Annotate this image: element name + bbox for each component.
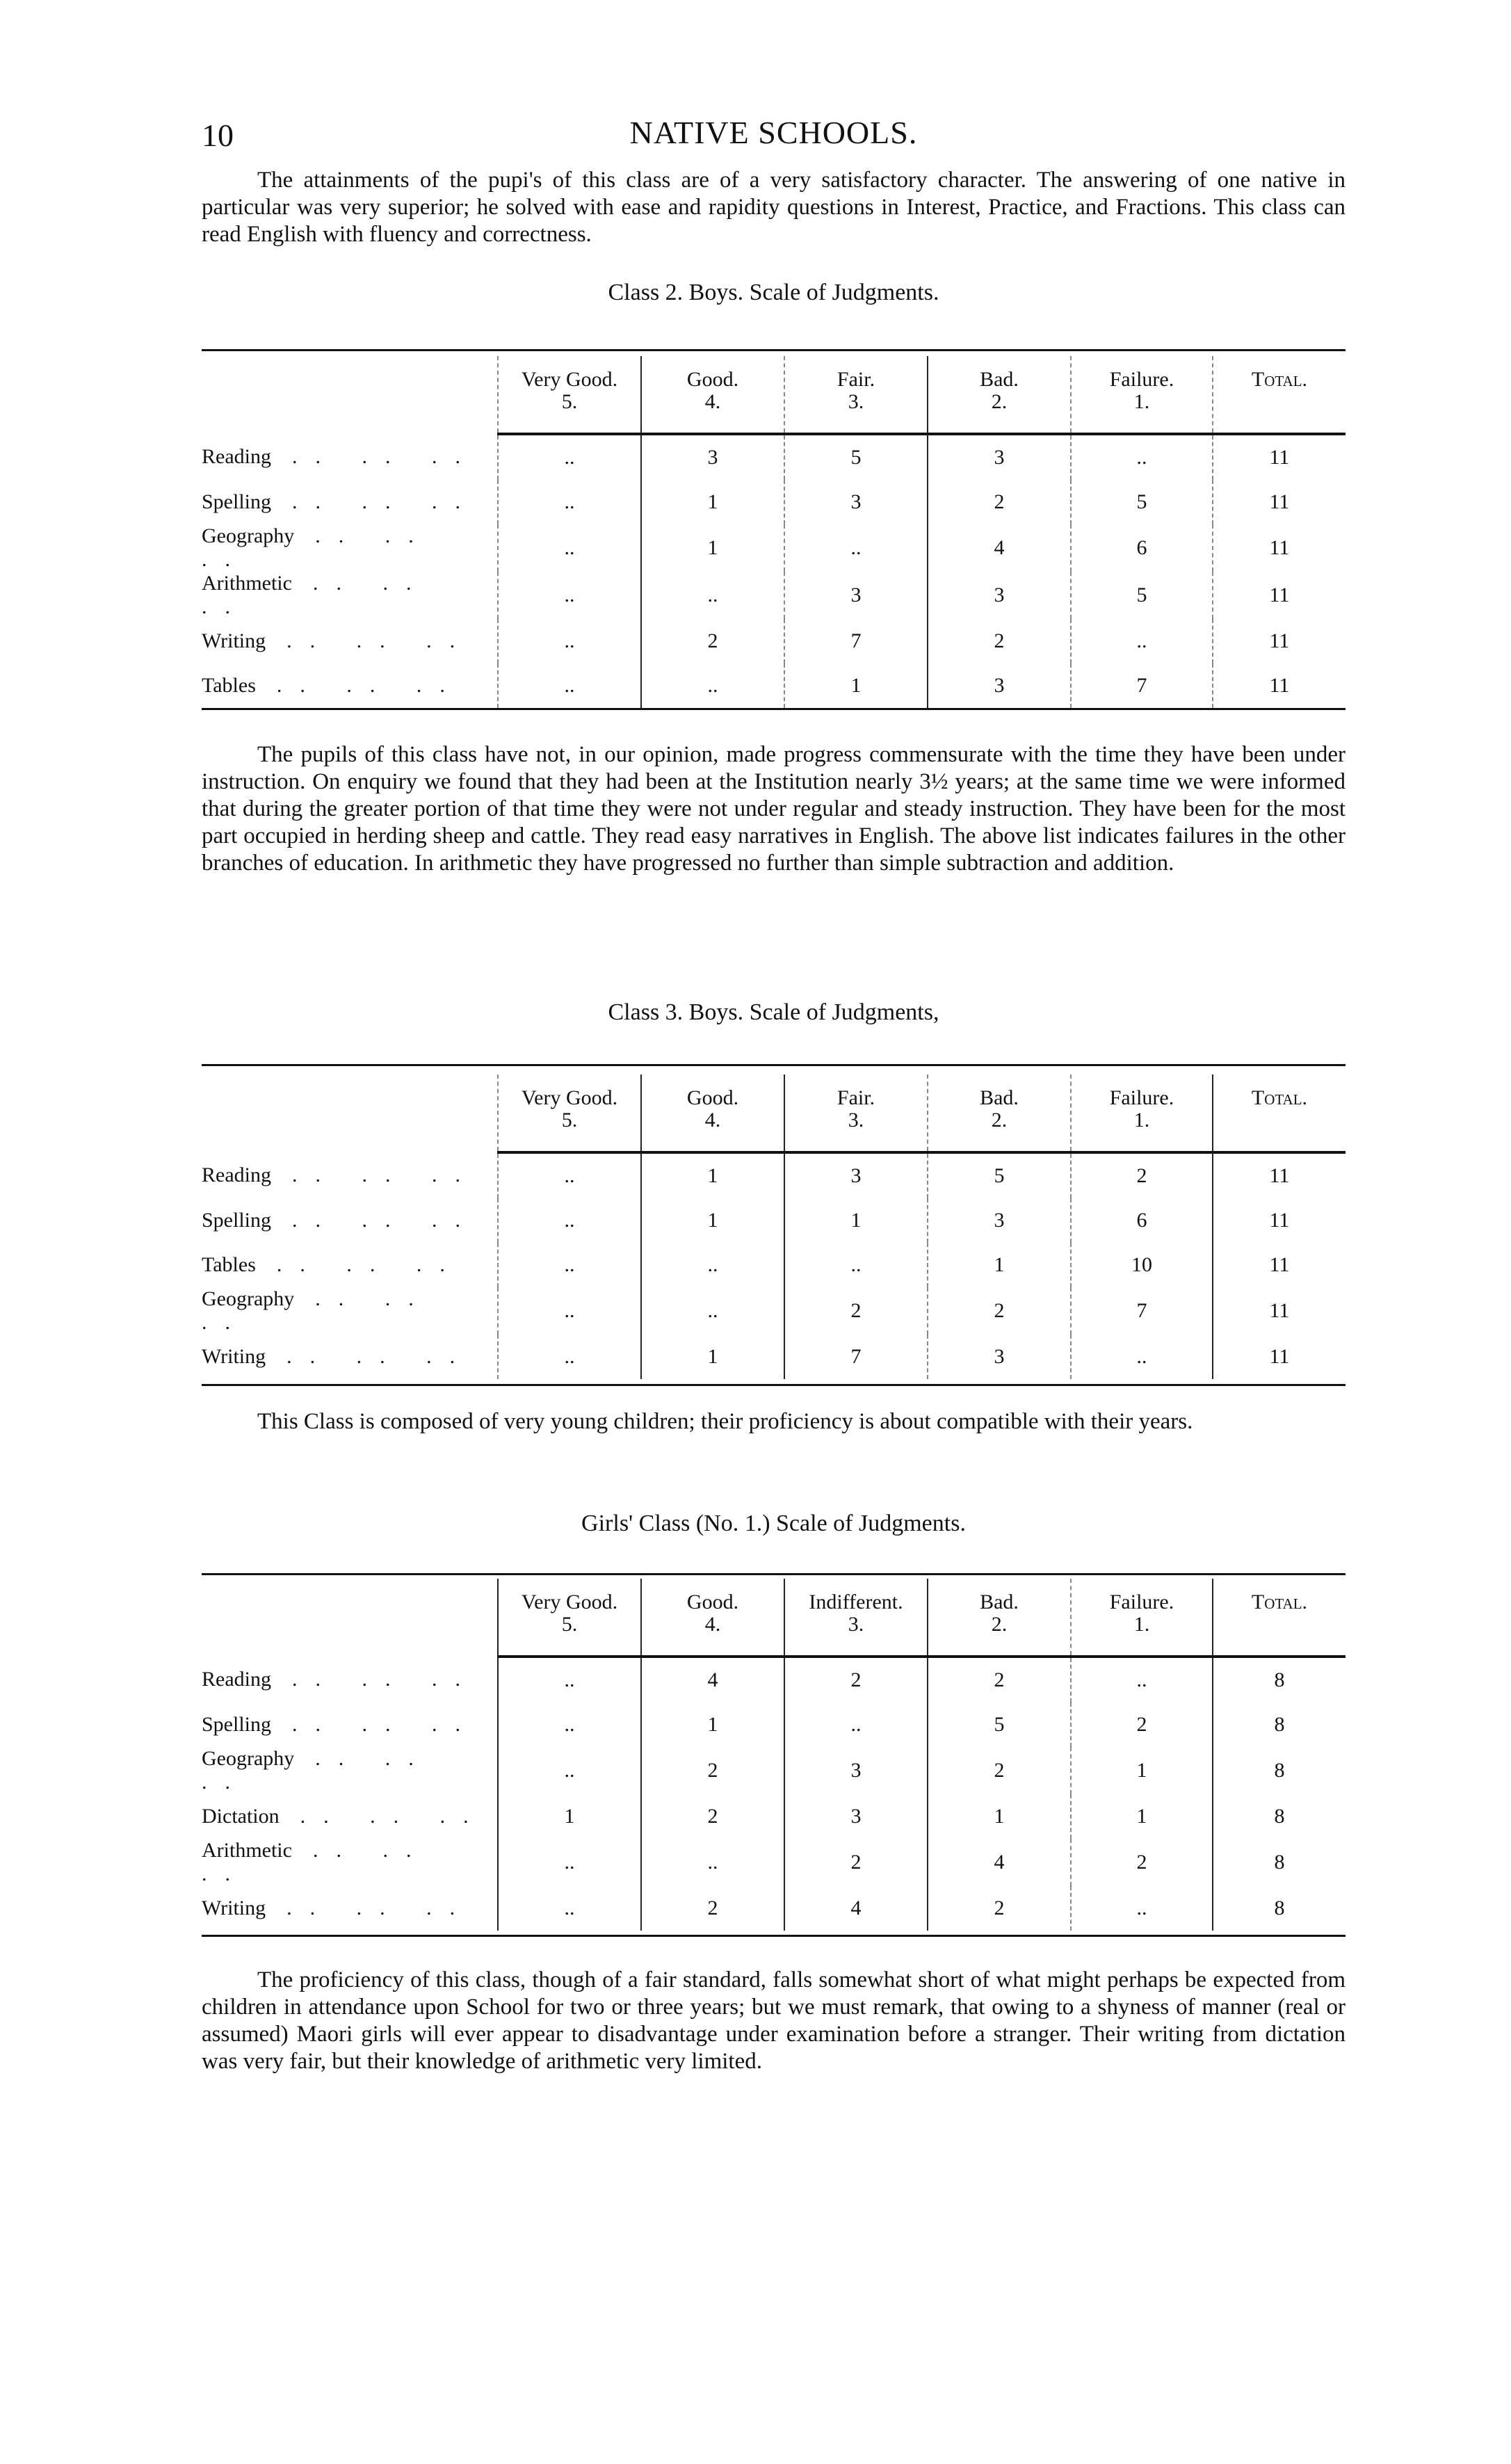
column-header xyxy=(784,1579,928,1657)
column-label: Indifferent. xyxy=(809,1591,903,1613)
cell: 2 xyxy=(928,1657,1071,1702)
cell: 2 xyxy=(928,1886,1071,1931)
cell: 7 xyxy=(1071,1287,1213,1335)
cell: 5 xyxy=(1071,480,1213,524)
leader-dots: .. .. .. xyxy=(202,1747,432,1794)
column-label: Failure. xyxy=(1109,368,1174,391)
cell: 2 xyxy=(641,619,784,663)
row-subject: Reading xyxy=(202,445,271,468)
column-label: Total. xyxy=(1251,368,1308,391)
column-header xyxy=(928,1074,1071,1152)
cell: 2 xyxy=(1071,1702,1213,1747)
column-score: 1. xyxy=(1133,1613,1150,1636)
cell: 6 xyxy=(1071,1198,1213,1243)
leader-dots: .. .. .. xyxy=(276,1253,463,1276)
leader-dots: .. .. .. xyxy=(202,1839,430,1885)
leader-dots: .. .. .. xyxy=(202,524,432,571)
cell-total: 11 xyxy=(1213,663,1346,708)
cell: .. xyxy=(784,1702,928,1747)
column-score: 4. xyxy=(704,1109,721,1132)
column-label: Good. xyxy=(686,368,739,391)
table-header-row xyxy=(202,1579,1346,1657)
cell: .. xyxy=(1071,619,1213,663)
cell: .. xyxy=(498,1287,641,1335)
girls-class-comment: The proficiency of this class, though of a fair standard, falls somewhat short of what might perhaps be expected from children in attendance upon School for two or three years; but we must remark, that owing to a shyness of manner (real or assumed) Maori girls will ever appear to disadvantage under examination before a stranger. Their writing from dictation was very fair, but their knowledge of arithmetic very limited. xyxy=(202,1967,1346,2074)
column-label: Fair. xyxy=(837,368,875,391)
table-row xyxy=(202,480,1346,524)
judgments-table-girls-class xyxy=(202,1579,1346,1931)
column-score: 2. xyxy=(991,1109,1008,1132)
column-label: Bad. xyxy=(980,368,1019,391)
column-score: 5. xyxy=(561,390,578,413)
class-3-comment: This Class is composed of very young children; their proficiency is about compatible with their years. xyxy=(257,1409,1193,1434)
cell-total: 11 xyxy=(1213,1287,1346,1335)
cell: 3 xyxy=(784,480,928,524)
cell: .. xyxy=(784,1243,928,1287)
table-rule-top xyxy=(202,1064,1346,1066)
table-row xyxy=(202,1287,1346,1335)
cell: 3 xyxy=(928,434,1071,480)
row-subject: Geography xyxy=(202,1287,295,1310)
cell: 3 xyxy=(784,572,928,619)
column-score: 5. xyxy=(561,1613,578,1636)
cell: .. xyxy=(641,572,784,619)
column-label: Good. xyxy=(686,1591,739,1613)
cell: 1 xyxy=(1071,1747,1213,1794)
cell: 2 xyxy=(784,1287,928,1335)
cell: .. xyxy=(1071,434,1213,480)
row-subject: Dictation xyxy=(202,1805,280,1828)
cell: 4 xyxy=(784,1886,928,1931)
cell: .. xyxy=(498,663,641,708)
cell: 1 xyxy=(928,1794,1071,1839)
running-title: NATIVE SCHOOLS. xyxy=(629,115,918,150)
column-score: 1. xyxy=(1133,1109,1150,1132)
cell: 3 xyxy=(928,1198,1071,1243)
cell: .. xyxy=(1071,1657,1213,1702)
column-header xyxy=(498,356,641,434)
column-header-total xyxy=(1213,1579,1346,1657)
cell: .. xyxy=(641,1243,784,1287)
cell: .. xyxy=(498,434,641,480)
column-label: Total. xyxy=(1251,1086,1308,1109)
page-header xyxy=(202,111,1346,167)
column-score: 2. xyxy=(991,390,1008,413)
column-label: Very Good. xyxy=(521,1086,618,1109)
leader-dots: .. .. .. xyxy=(202,1287,432,1334)
leader-dots: .. .. .. xyxy=(286,629,474,652)
table-row xyxy=(202,524,1346,572)
column-label: Good. xyxy=(686,1086,739,1109)
column-label: Bad. xyxy=(980,1086,1019,1109)
table-rule-bottom xyxy=(202,1384,1346,1386)
column-label: Failure. xyxy=(1109,1591,1174,1613)
cell: 5 xyxy=(1071,572,1213,619)
column-score: 3. xyxy=(848,1109,864,1132)
judgments-table-class-2 xyxy=(202,356,1346,708)
cell: 4 xyxy=(928,524,1071,572)
table-rule-top xyxy=(202,1573,1346,1575)
table-row xyxy=(202,1657,1346,1702)
table-row xyxy=(202,434,1346,480)
column-label: Total. xyxy=(1251,1591,1308,1613)
leader-dots: .. .. .. xyxy=(291,1668,478,1691)
row-subject: Writing xyxy=(202,1897,266,1919)
row-subject: Arithmetic xyxy=(202,572,292,595)
cell-total: 11 xyxy=(1213,434,1346,480)
row-subject: Spelling xyxy=(202,490,272,513)
leader-dots: .. .. .. xyxy=(291,1163,478,1186)
cell: .. xyxy=(641,663,784,708)
cell-total: 8 xyxy=(1213,1794,1346,1839)
cell: 5 xyxy=(928,1702,1071,1747)
cell: 3 xyxy=(784,1794,928,1839)
column-header-total xyxy=(1213,1074,1346,1152)
column-header xyxy=(1071,1074,1213,1152)
leader-dots: .. .. .. xyxy=(291,445,478,468)
cell-total: 11 xyxy=(1213,1198,1346,1243)
cell: 2 xyxy=(1071,1839,1213,1886)
cell: 2 xyxy=(641,1747,784,1794)
cell: 2 xyxy=(641,1794,784,1839)
cell: 2 xyxy=(641,1886,784,1931)
cell: .. xyxy=(498,1657,641,1702)
column-header xyxy=(641,356,784,434)
column-label: Failure. xyxy=(1109,1086,1174,1109)
column-label: Bad. xyxy=(980,1591,1019,1613)
cell: 1 xyxy=(641,1702,784,1747)
cell: 1 xyxy=(784,663,928,708)
cell-total: 8 xyxy=(1213,1886,1346,1931)
cell: .. xyxy=(498,1198,641,1243)
table-caption-class-2: Class 2. Boys. Scale of Judgments. xyxy=(608,280,939,305)
cell: 3 xyxy=(928,663,1071,708)
table-row xyxy=(202,663,1346,708)
column-label: Very Good. xyxy=(521,1591,618,1613)
row-subject: Writing xyxy=(202,629,266,652)
cell: 1 xyxy=(641,524,784,572)
row-subject: Reading xyxy=(202,1668,271,1691)
cell: .. xyxy=(1071,1886,1213,1931)
row-subject: Arithmetic xyxy=(202,1839,292,1862)
cell-total: 11 xyxy=(1213,619,1346,663)
cell: 3 xyxy=(928,572,1071,619)
cell: 3 xyxy=(784,1152,928,1198)
row-subject: Tables xyxy=(202,1253,256,1276)
page-number: 10 xyxy=(202,118,234,153)
cell: 1 xyxy=(641,1198,784,1243)
intro-paragraph: The attainments of the pupi's of this class are of a very satisfactory character. The answering of one native in particular was very superior; he solved with ease and rapidity questions in Interest, Practice, and Fractions. This class can read English with fluency and correctness. xyxy=(202,168,1346,247)
row-subject: Geography xyxy=(202,1747,295,1770)
leader-dots: .. .. .. xyxy=(292,1713,479,1736)
cell: 3 xyxy=(641,434,784,480)
cell: .. xyxy=(1071,1335,1213,1379)
cell: 7 xyxy=(1071,663,1213,708)
cell-total: 11 xyxy=(1213,1335,1346,1379)
column-header xyxy=(928,1579,1071,1657)
leader-dots: .. .. .. xyxy=(202,572,430,618)
table-row xyxy=(202,1702,1346,1747)
table-row xyxy=(202,619,1346,663)
table-row xyxy=(202,1243,1346,1287)
cell: 2 xyxy=(928,1747,1071,1794)
cell-total: 11 xyxy=(1213,1243,1346,1287)
table-rule-bottom xyxy=(202,708,1346,710)
cell-total: 8 xyxy=(1213,1702,1346,1747)
column-score: 4. xyxy=(704,390,721,413)
leader-dots: .. .. .. xyxy=(300,1805,487,1828)
cell-total: 11 xyxy=(1213,480,1346,524)
cell: .. xyxy=(498,572,641,619)
leader-dots: .. .. .. xyxy=(286,1897,474,1919)
row-subject: Tables xyxy=(202,674,256,697)
column-header xyxy=(498,1074,641,1152)
column-score: 3. xyxy=(848,390,864,413)
table-row xyxy=(202,1335,1346,1379)
cell: 2 xyxy=(784,1657,928,1702)
cell-total: 8 xyxy=(1213,1839,1346,1886)
row-subject: Spelling xyxy=(202,1713,272,1736)
table-row xyxy=(202,1794,1346,1839)
cell: .. xyxy=(498,1243,641,1287)
table-rule-top xyxy=(202,349,1346,351)
cell: .. xyxy=(498,619,641,663)
cell: .. xyxy=(498,1886,641,1931)
table-caption-girls-class: Girls' Class (No. 1.) Scale of Judgments. xyxy=(581,1511,966,1536)
column-header xyxy=(784,356,928,434)
cell: .. xyxy=(641,1287,784,1335)
leader-dots: .. .. .. xyxy=(286,1345,474,1368)
table-header-row xyxy=(202,356,1346,434)
column-score: 1. xyxy=(1133,390,1150,413)
cell: .. xyxy=(498,1152,641,1198)
cell: 4 xyxy=(928,1839,1071,1886)
column-label: Very Good. xyxy=(521,368,618,391)
cell: 6 xyxy=(1071,524,1213,572)
column-score: 4. xyxy=(704,1613,721,1636)
judgments-table-class-3 xyxy=(202,1074,1346,1379)
cell: 4 xyxy=(641,1657,784,1702)
cell: 2 xyxy=(1071,1152,1213,1198)
cell: .. xyxy=(641,1839,784,1886)
column-header xyxy=(498,1579,641,1657)
column-header xyxy=(641,1074,784,1152)
cell: 2 xyxy=(928,480,1071,524)
table-row xyxy=(202,1152,1346,1198)
cell: 2 xyxy=(784,1839,928,1886)
cell: 7 xyxy=(784,1335,928,1379)
row-subject: Reading xyxy=(202,1163,271,1186)
cell: 5 xyxy=(784,434,928,480)
table-row xyxy=(202,1839,1346,1886)
table-header-row xyxy=(202,1074,1346,1152)
row-subject: Writing xyxy=(202,1345,266,1368)
cell: 3 xyxy=(784,1747,928,1794)
column-score: 2. xyxy=(991,1613,1008,1636)
cell: 1 xyxy=(498,1794,641,1839)
cell: .. xyxy=(498,524,641,572)
row-subject: Geography xyxy=(202,524,295,547)
cell: 1 xyxy=(1071,1794,1213,1839)
cell: 1 xyxy=(641,1335,784,1379)
cell-total: 8 xyxy=(1213,1747,1346,1794)
cell: 1 xyxy=(641,480,784,524)
column-header xyxy=(928,356,1071,434)
class-2-comment: The pupils of this class have not, in our opinion, made progress commensurate with the time they have been under instruction. On enquiry we found that they had been at the Institution nearly 3½ years; at the same time we were informed that during the greater portion of that time they were not under regular and steady instruction. They have been for the most part occupied in herding sheep and cattle. They read easy narratives in English. The above list indicates failures in the other branches of education. In arithmetic they have progressed no further than simple subtraction and addition. xyxy=(202,742,1346,876)
cell: .. xyxy=(498,1702,641,1747)
column-score: 5. xyxy=(561,1109,578,1132)
table-row xyxy=(202,1747,1346,1794)
column-label: Fair. xyxy=(837,1086,875,1109)
cell: 5 xyxy=(928,1152,1071,1198)
cell: .. xyxy=(498,1747,641,1794)
column-header xyxy=(784,1074,928,1152)
cell: 1 xyxy=(641,1152,784,1198)
leader-dots: .. .. .. xyxy=(292,1209,479,1232)
cell: 10 xyxy=(1071,1243,1213,1287)
cell: 7 xyxy=(784,619,928,663)
cell: 2 xyxy=(928,1287,1071,1335)
cell: .. xyxy=(498,480,641,524)
table-row xyxy=(202,1198,1346,1243)
cell: .. xyxy=(784,524,928,572)
cell: 3 xyxy=(928,1335,1071,1379)
cell: 2 xyxy=(928,619,1071,663)
column-header xyxy=(641,1579,784,1657)
table-rule-bottom xyxy=(202,1935,1346,1937)
leader-dots: .. .. .. xyxy=(276,674,463,697)
column-score: 3. xyxy=(848,1613,864,1636)
column-header-total xyxy=(1213,356,1346,434)
cell: 1 xyxy=(928,1243,1071,1287)
row-subject: Spelling xyxy=(202,1209,272,1232)
table-row xyxy=(202,1886,1346,1931)
leader-dots: .. .. .. xyxy=(292,490,479,513)
column-header xyxy=(1071,356,1213,434)
cell-total: 11 xyxy=(1213,1152,1346,1198)
cell: .. xyxy=(498,1839,641,1886)
table-row xyxy=(202,572,1346,619)
column-header xyxy=(1071,1579,1213,1657)
cell: .. xyxy=(498,1335,641,1379)
cell: 1 xyxy=(784,1198,928,1243)
table-caption-class-3: Class 3. Boys. Scale of Judgments, xyxy=(608,999,939,1025)
cell-total: 11 xyxy=(1213,524,1346,572)
cell-total: 11 xyxy=(1213,572,1346,619)
cell-total: 8 xyxy=(1213,1657,1346,1702)
